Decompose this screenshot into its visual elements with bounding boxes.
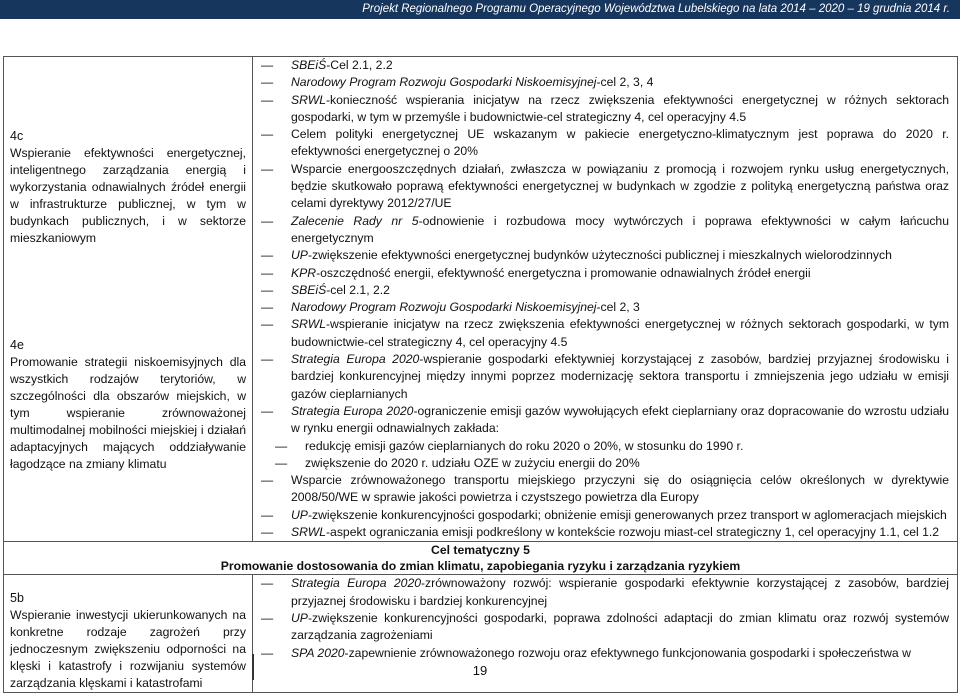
document-reference: Narodowy Program Rozwoju Gospodarki Niskoemisyjnej bbox=[291, 75, 597, 90]
thematic-objective-number: Cel tematyczny 5 bbox=[431, 543, 530, 558]
priority-id-4e: 4e bbox=[10, 338, 24, 352]
item-text: -zapewnienie zrównoważonego rozwoju oraz efektywnego funkcjonowania gospodarki i społeczeństwa w bbox=[344, 645, 911, 660]
document-reference: Strategia Europa 2020 bbox=[291, 576, 421, 591]
justification-list bbox=[257, 57, 949, 541]
item-text: -cel 2, 3 bbox=[596, 300, 640, 315]
priority-text-4e: Promowanie strategii niskoemisyjnych dla wszystkich rodzajów terytoriów, w szczególności dla obszarów miejskich, w tym wspieranie zrównoważonej multimodalnej mobilności miejskiej i działań adaptacyjnych mających oddziaływanie łagodzące na zmiany klimatu bbox=[10, 355, 246, 471]
document-reference: SBEiŚ bbox=[291, 282, 327, 297]
priority-id-5b: 5b bbox=[10, 591, 24, 606]
justification-item bbox=[257, 645, 949, 662]
item-text: Wsparcie energooszczędnych działań, zwłaszcza w powiązaniu z promocją i rozwojem rynku usług energetycznych, będzie skutkowało poprawą efektywności energetycznej w budynkach w zgodzie z polityką energetyczną państwa oraz celami dyrektywy 2012/27/UE bbox=[291, 161, 949, 211]
justification-item bbox=[257, 265, 949, 282]
item-text: -zwiększenie efektywności energetycznej budynków użyteczności publicznej i mieszkalnych wielorodzinnych bbox=[307, 248, 892, 263]
page-number: 19 bbox=[472, 663, 488, 678]
item-text: -konieczność wspierania inicjatyw na rzecz zwiększenia efektywności energetycznej w różnych sektorach gospodarki, w tym w przemyśle i budownictwie-cel strategiczny 4, cel operacyjny 4.5 bbox=[291, 92, 949, 124]
thematic-objective-title: Promowanie dostosowania do zmian klimatu, zapobiegania ryzyku i zarządzania ryzykiem bbox=[220, 559, 741, 574]
justification-item bbox=[257, 247, 949, 264]
justification-item bbox=[257, 610, 949, 645]
content-table bbox=[3, 56, 958, 693]
thematic-objective-cell bbox=[4, 542, 958, 575]
item-text: -wspieranie gospodarki efektywniej korzystającej z zasobów, bardziej przyjaznej środowisku i bardziej konkurencyjnej między innymi poprzez modernizację sektora transportu i zmniejszenia jego udziału w emisji gazów cieplarnianych bbox=[291, 352, 949, 401]
justification-item bbox=[257, 74, 949, 91]
justification-list bbox=[257, 575, 949, 661]
table-row bbox=[4, 57, 958, 542]
document-reference: UP bbox=[291, 610, 308, 625]
document-reference: SRWL bbox=[291, 525, 326, 540]
justification-cell-4c-4e bbox=[253, 57, 958, 542]
item-text: -zrównoważony rozwój: wspieranie gospodarki efektywnie korzystającej z zasobów, bardziej przyjaznej środowisku i bardziej konkurencyjnej bbox=[291, 576, 949, 608]
item-text: -zwiększenie konkurencyjności gospodarki, poprawa zdolności adaptacji do zmian klimatu oraz rozwój systemów zarządzania zagrożeniami bbox=[291, 610, 949, 643]
justification-item bbox=[257, 403, 949, 438]
justification-item bbox=[257, 282, 949, 299]
justification-item bbox=[257, 575, 949, 610]
document-reference: Strategia Europa 2020 bbox=[291, 352, 420, 367]
justification-item bbox=[257, 524, 949, 541]
document-reference: KPR bbox=[291, 265, 317, 280]
item-text: -wspieranie inicjatyw na rzecz zwiększenia efektywności energetycznej w różnych sektorach gospodarki, w tym budownictwie-cel strategiczny 4, cel operacyjny 4.5 bbox=[291, 317, 949, 349]
table-row bbox=[4, 542, 958, 575]
justification-item bbox=[257, 472, 949, 507]
item-text: redukcję emisji gazów cieplarnianych do roku 2020 o 20%, w stosunku do 1990 r. bbox=[305, 438, 744, 453]
document-reference: UP bbox=[291, 248, 308, 263]
item-text: -oszczędność energii, efektywność energetyczna i promowanie odnawialnych źródeł energii bbox=[316, 265, 811, 280]
justification-item bbox=[257, 126, 949, 161]
document-reference: SRWL bbox=[291, 92, 326, 107]
justification-item bbox=[257, 213, 949, 248]
item-text: Wsparcie zrównoważonego transportu miejskiego przyczyni się do osiągnięcia celów określonych w dyrektywie 2008/50/WE w sprawie jakości powietrza i czystszego powietrza dla Europy bbox=[291, 473, 949, 505]
item-text: Celem polityki energetycznej UE wskazanym w pakiecie energetyczno-klimatycznym jest poprawa do 2020 r. efektywności energetycznej o 20% bbox=[291, 127, 949, 159]
item-text: -cel 2.1, 2.2 bbox=[326, 282, 390, 297]
justification-item bbox=[257, 438, 949, 455]
item-text: -odnowienie i rozbudowa mocy wytwórczych i poprawa efektywności w całym łańcuchu energetycznym bbox=[291, 213, 949, 245]
document-reference: Strategia Europa 2020 bbox=[291, 403, 414, 418]
justification-item bbox=[257, 161, 949, 213]
document-reference: SRWL bbox=[291, 317, 326, 332]
document-reference: SBEiŚ bbox=[291, 58, 327, 72]
document-header: Projekt Regionalnego Programu Operacyjnego Województwa Lubelskiego na lata 2014 – 2020 – 19 grudnia 2014 r. bbox=[0, 0, 960, 19]
item-text: -cel 2, 3, 4 bbox=[596, 75, 654, 90]
item-text: -zwiększenie konkurencyjności gospodarki; obniżenie emisji generowanych przez transport w aglomeracjach miejskich bbox=[307, 507, 947, 522]
justification-item bbox=[257, 507, 949, 524]
justification-item bbox=[257, 92, 949, 127]
priority-cell-4c-4e bbox=[4, 57, 253, 542]
justification-item bbox=[257, 299, 949, 316]
justification-item bbox=[257, 316, 949, 351]
priority-text-4c: Wspieranie efektywności energetycznej, inteligentnego zarządzania energią i wykorzystania odnawialnych źródeł energii w infrastrukturze publicznej, w tym w budynkach publicznych, i w sektorze mieszkaniowym bbox=[10, 146, 246, 245]
document-reference: SPA 2020 bbox=[291, 645, 345, 660]
item-text: -aspekt ograniczania emisji podkreślony w kontekście rozwoju miast-cel strategiczny 1, cel operacyjny 1.1, cel 1.2 bbox=[326, 525, 940, 540]
document-reference: Zalecenie Rady nr 5 bbox=[291, 213, 419, 228]
document-reference: UP bbox=[291, 507, 308, 522]
item-text: zwiększenie do 2020 r. udziału OZE w zużyciu energii do 20% bbox=[305, 455, 640, 470]
item-text: -Cel 2.1, 2.2 bbox=[326, 58, 393, 72]
priority-id-4c: 4c bbox=[10, 129, 24, 143]
item-text: -ograniczenie emisji gazów wywołujących efekt cieplarniany oraz dopracowanie do wzrostu udziału w rynku energii odnawialnych zakłada: bbox=[291, 403, 949, 436]
priority-text-5b: Wspieranie inwestycji ukierunkowanych na konkretne rodzaje zagrożeń przy jednoczesnym zwiększeniu odporności na klęski i katastrofy i rozwijaniu systemów zarządzania klęskami i katastrofami bbox=[10, 608, 246, 691]
justification-item bbox=[257, 351, 949, 403]
justification-item bbox=[257, 57, 949, 74]
justification-item bbox=[257, 455, 949, 472]
document-reference: Narodowy Program Rozwoju Gospodarki Niskoemisyjnej bbox=[291, 300, 597, 315]
